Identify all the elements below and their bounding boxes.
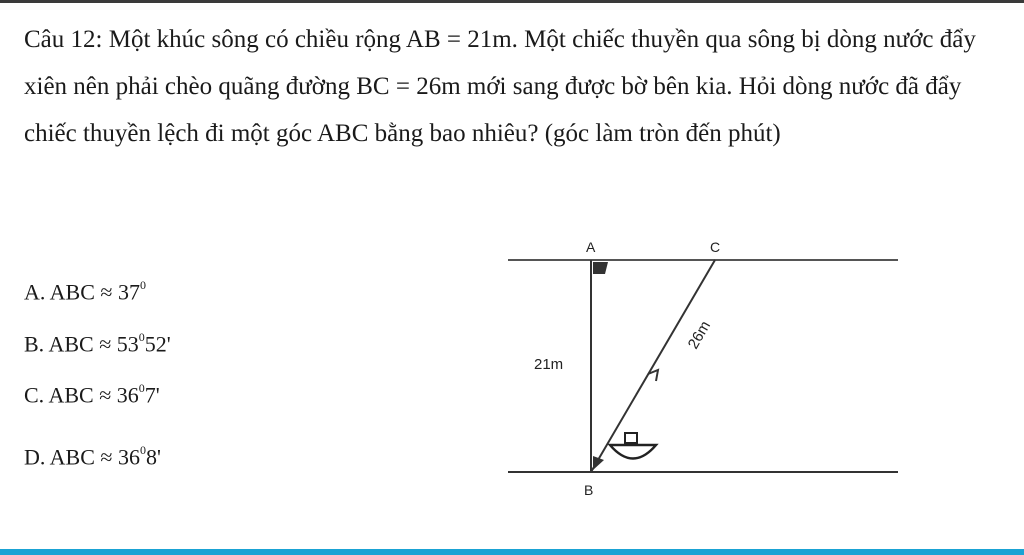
option-b-text: B. ABC ≈ 53 xyxy=(24,331,139,357)
label-a: A xyxy=(586,239,596,255)
option-a[interactable] xyxy=(24,272,146,307)
label-bc-length: 26m xyxy=(684,318,715,352)
label-b: B xyxy=(584,482,594,498)
boat-cabin-icon xyxy=(625,433,637,443)
window-bottom-bar xyxy=(0,549,1024,555)
right-angle-marker xyxy=(593,262,608,274)
option-c[interactable] xyxy=(24,375,160,410)
angle-b-marker xyxy=(593,456,604,470)
label-c: C xyxy=(710,239,721,255)
option-d-degree: 0 xyxy=(139,443,146,457)
window-top-edge xyxy=(0,0,1024,3)
option-c-text: C. ABC ≈ 36 xyxy=(24,382,139,408)
question-text: Câu 12: Một khúc sông có chiều rộng AB = 21m. Một chiếc thuyền qua sông bị dòng nước đẩy xiên nên phải chèo quãng đường BC = 26m mới sang được bờ bên kia. Hỏi dòng nước đã đẩy chiếc thuyền lệch đi một góc ABC bằng bao nhiêu? (góc làm tròn đến phút) xyxy=(24,26,976,147)
option-b-degree: 0 xyxy=(138,330,145,344)
option-a-degree: 0 xyxy=(139,278,146,292)
option-c-degree: 0 xyxy=(138,381,145,395)
option-a-text: A. ABC ≈ 37 xyxy=(24,279,140,305)
option-d[interactable] xyxy=(24,437,161,472)
option-d-text: D. ABC ≈ 36 xyxy=(24,444,140,470)
label-ab-length: 21m xyxy=(534,356,564,373)
segment-bc xyxy=(591,260,715,472)
option-b[interactable] xyxy=(24,324,171,359)
option-c-minutes: 7' xyxy=(144,382,160,408)
option-b-minutes: 52' xyxy=(144,331,171,357)
river-diagram xyxy=(500,230,910,510)
boat-icon xyxy=(610,445,656,459)
option-d-minutes: 8' xyxy=(145,444,161,470)
